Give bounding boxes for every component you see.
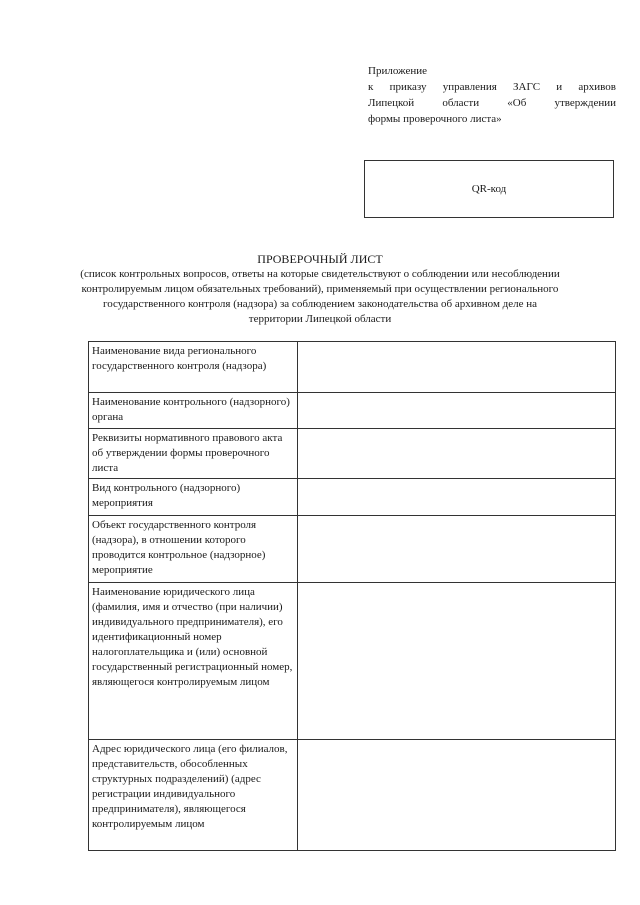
row-label: Наименование контрольного (надзорного) органа (89, 393, 298, 429)
row-label: Вид контрольного (надзорного) мероприятия (89, 479, 298, 516)
row-label: Наименование юридического лица (фамилия, имя и отчество (при наличии) индивидуального предпринимателя), его идентификационный номер налогоплательщика и (или) основной государственный регистрационный номер, являющегося контролируемым лицом (89, 583, 298, 740)
table-row (89, 516, 616, 583)
row-value-field[interactable] (298, 393, 616, 429)
table-row (89, 429, 616, 479)
row-label: Реквизиты нормативного правового акта об утверждении формы проверочного листа (89, 429, 298, 479)
row-value-field[interactable] (298, 516, 616, 583)
appendix-line-3: Липецкой области «Об утверждении (368, 97, 616, 109)
row-value-field[interactable] (298, 583, 616, 740)
qr-code-box (364, 160, 614, 218)
row-value-field[interactable] (298, 479, 616, 516)
appendix-line-1: Приложение (368, 65, 428, 77)
qr-code-label: QR-код (471, 183, 507, 195)
row-value-field[interactable] (298, 342, 616, 393)
table-row (89, 479, 616, 516)
appendix-line-4: формы проверочного листа» (368, 113, 502, 125)
row-label: Адрес юридического лица (его филиалов, представительств, обособленных структурных подразделений) (адрес регистрации индивидуального предпринимателя), являющегося контролируемым лицом (89, 740, 298, 851)
row-label: Наименование вида регионального государственного контроля (надзора) (89, 342, 298, 393)
row-label: Объект государственного контроля (надзора), в отношении которого проводится контрольное (надзорное) мероприятие (89, 516, 298, 583)
checklist-table (88, 341, 616, 851)
table-row (89, 740, 616, 851)
row-value-field[interactable] (298, 740, 616, 851)
table-row (89, 393, 616, 429)
appendix-line-2: к приказу управления ЗАГС и архивов (368, 81, 616, 93)
table-row (89, 342, 616, 393)
document-title: ПРОВЕРОЧНЫЙ ЛИСТ (257, 252, 383, 266)
table-row (89, 583, 616, 740)
appendix-block (368, 63, 616, 127)
row-value-field[interactable] (298, 429, 616, 479)
document-subtitle: (список контрольных вопросов, ответы на которые свидетельствуют о соблюдении или несоблюдении контролируемым лицом обязательных требований), применяемый при осуществлении регионального государственного контроля (надзора) за соблюдением законодательства об архивном деле на территории Липецкой области (80, 268, 560, 325)
